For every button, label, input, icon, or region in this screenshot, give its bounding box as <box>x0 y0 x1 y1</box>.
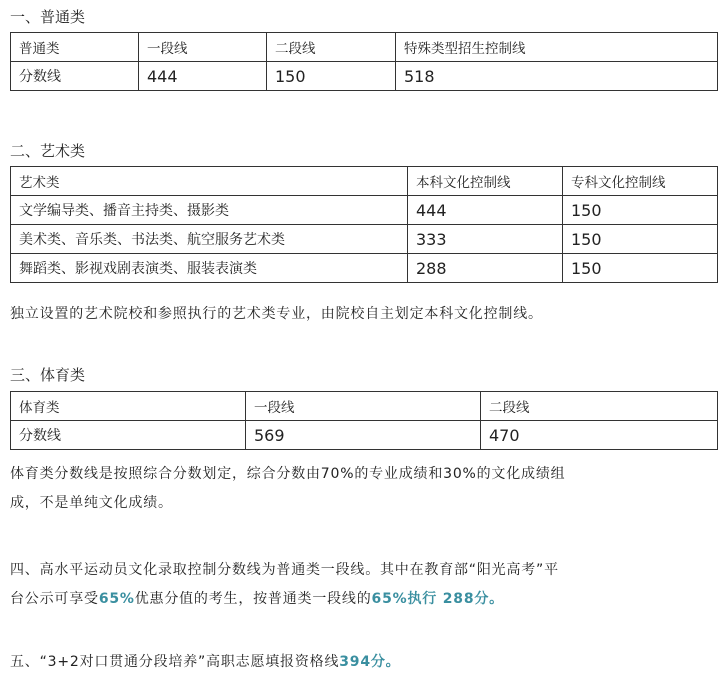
section4-text: 优惠分值的考生，按普通类一段线的 <box>134 591 372 607</box>
score-cell: 150 <box>267 62 396 91</box>
category-cell: 文学编导类、播音主持类、摄影类 <box>11 196 408 225</box>
section4-line <box>10 585 559 614</box>
score-cell: 444 <box>139 62 267 91</box>
section2-heading: 二、艺术类 <box>10 142 86 160</box>
row-label: 分数线 <box>11 62 139 91</box>
table-row <box>11 62 718 91</box>
table-header-row <box>11 33 718 62</box>
header-cell: 本科文化控制线 <box>408 167 563 196</box>
art-note: 独立设置的艺术院校和参照执行的艺术类专业，由院校自主划定本科文化控制线。 <box>10 306 543 322</box>
header-cell: 普通类 <box>11 33 139 62</box>
section5-paragraph <box>10 648 400 677</box>
row-label: 分数线 <box>11 421 246 450</box>
header-cell: 体育类 <box>11 392 246 421</box>
header-cell: 二段线 <box>267 33 396 62</box>
sports-note-line: 体育类分数线是按照综合分数划定，综合分数由70%的专业成绩和30%的文化成绩组 <box>10 466 566 482</box>
art-score-table <box>10 166 718 283</box>
header-cell: 特殊类型招生控制线 <box>396 33 718 62</box>
section4-text: 台公示可享受 <box>10 591 99 607</box>
table-header-row <box>11 392 718 421</box>
score-highlight: 65%执行 288分。 <box>371 591 504 607</box>
section5-text: 五、“3+2对口贯通分段培养”高职志愿填报资格线 <box>10 654 340 670</box>
header-cell: 专科文化控制线 <box>563 167 718 196</box>
section4-line: 四、高水平运动员文化录取控制分数线为普通类一段线。其中在教育部“阳光高考”平 <box>10 562 559 578</box>
sports-note <box>10 460 565 518</box>
score-cell: 150 <box>563 225 718 254</box>
section3-heading: 三、体育类 <box>10 366 86 384</box>
header-cell: 艺术类 <box>11 167 408 196</box>
score-cell: 150 <box>563 196 718 225</box>
score-cell: 518 <box>396 62 718 91</box>
sports-note-line: 成，不是单纯文化成绩。 <box>10 495 173 511</box>
table-row <box>11 196 718 225</box>
section4-paragraph <box>10 556 559 614</box>
header-cell: 二段线 <box>481 392 718 421</box>
general-score-table <box>10 32 718 91</box>
qualification-score-highlight: 394分。 <box>339 654 401 670</box>
header-cell: 一段线 <box>246 392 481 421</box>
table-row <box>11 421 718 450</box>
discount-highlight: 65% <box>98 591 135 607</box>
score-cell: 470 <box>481 421 718 450</box>
score-cell: 333 <box>408 225 563 254</box>
score-cell: 288 <box>408 254 563 283</box>
category-cell: 舞蹈类、影视戏剧表演类、服装表演类 <box>11 254 408 283</box>
table-header-row <box>11 167 718 196</box>
table-row <box>11 254 718 283</box>
table-row <box>11 225 718 254</box>
sports-score-table <box>10 391 718 450</box>
score-cell: 444 <box>408 196 563 225</box>
header-cell: 一段线 <box>139 33 267 62</box>
score-cell: 150 <box>563 254 718 283</box>
section1-heading: 一、普通类 <box>10 8 86 26</box>
category-cell: 美术类、音乐类、书法类、航空服务艺术类 <box>11 225 408 254</box>
score-cell: 569 <box>246 421 481 450</box>
